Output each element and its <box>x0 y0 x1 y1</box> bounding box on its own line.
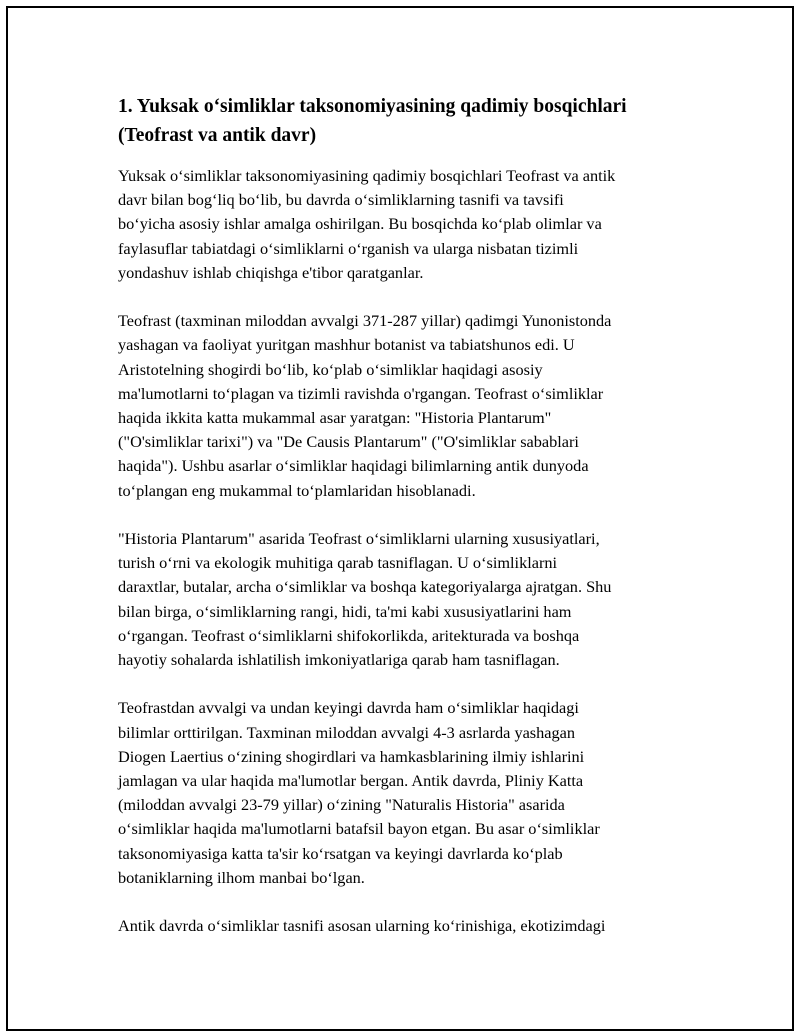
text-line: Aristotelning shogirdi bo‘lib, ko‘plab o‘simliklar haqidagi asosiy <box>118 359 543 379</box>
text-line: davr bilan bog‘liq bo‘lib, bu davrda o‘simliklarning tasnifi va tavsifi <box>118 190 564 210</box>
paragraph-teofrast <box>118 309 690 503</box>
paragraph-historia-plantarum <box>118 527 690 672</box>
text-line: yondashuv ishlab chiqishga e'tibor qaratganlar. <box>118 262 424 282</box>
text-line: to‘plangan eng mukammal to‘plamlaridan hisoblanadi. <box>118 480 476 500</box>
text-line: Teofrast (taxminan miloddan avvalgi 371-287 yillar) qadimgi Yunonistonda <box>118 311 612 331</box>
paragraph-before-after <box>118 696 690 890</box>
text-line: daraxtlar, butalar, archa o‘simliklar va boshqa kategoriyalarga ajratgan. Shu <box>118 577 612 597</box>
text-line: bo‘yicha asosiy ishlar amalga oshirilgan. Bu bosqichda ko‘plab olimlar va <box>118 214 602 234</box>
text-line: botaniklarning ilhom manbai bo‘lgan. <box>118 867 365 887</box>
text-line: (miloddan avvalgi 23-79 yillar) o‘zining "Naturalis Historia" asarida <box>118 795 565 815</box>
document-body <box>118 92 690 963</box>
text-line: haqida ikkita katta mukammal asar yaratgan: "Historia Plantarum" <box>118 408 552 428</box>
text-line: bilan birga, o‘simliklarning rangi, hidi, ta'mi kabi xususiyatlarini ham <box>118 601 572 621</box>
text-line: yashagan va faoliyat yuritgan mashhur botanist va tabiatshunos edi. U <box>118 335 575 355</box>
heading-line: 1. Yuksak o‘simliklar taksonomiyasining qadimiy bosqichlari <box>118 96 627 117</box>
text-line: Teofrastdan avvalgi va undan keyingi davrda ham o‘simliklar haqidagi <box>118 698 579 718</box>
paragraph-antik-davr <box>118 914 690 938</box>
text-line: ("O'simliklar tarixi") va "De Causis Plantarum" ("O'simliklar sabablari <box>118 432 579 452</box>
text-line: Yuksak o‘simliklar taksonomiyasining qadimiy bosqichlari Teofrast va antik <box>118 166 616 185</box>
text-line: o‘rgangan. Teofrast o‘simliklarni shifokorlikda, aritekturada va boshqa <box>118 625 580 645</box>
text-line: Diogen Laertius o‘zining shogirdlari va hamkasblarining ilmiy ishlarini <box>118 746 585 766</box>
text-line: hayotiy sohalarda ishlatilish imkoniyatlariga qarab ham tasniflagan. <box>118 650 560 670</box>
section-heading <box>118 92 690 150</box>
text-line: taksonomiyasiga katta ta'sir ko‘rsatgan va keyingi davrlarda ko‘plab <box>118 843 563 863</box>
text-line: o‘simliklar haqida ma'lumotlarni batafsil bayon etgan. Bu asar o‘simliklar <box>118 819 600 839</box>
text-line: faylasuflar tabiatdagi o‘simliklarni o‘rganish va ularga nisbatan tizimli <box>118 238 579 258</box>
text-line: "Historia Plantarum" asarida Teofrast o‘simliklarni ularning xususiyatlari, <box>118 529 600 549</box>
text-line: bilimlar orttirilgan. Taxminan miloddan avvalgi 4-3 asrlarda yashagan <box>118 722 576 742</box>
text-line: haqida"). Ushbu asarlar o‘simliklar haqidagi bilimlarning antik dunyoda <box>118 456 589 476</box>
heading-line: (Teofrast va antik davr) <box>118 125 317 146</box>
text-line: Antik davrda o‘simliklar tasnifi asosan ularning ko‘rinishiga, ekotizimdagi <box>118 916 606 936</box>
text-line: ma'lumotlarni to‘plagan va tizimli ravishda o'rgangan. Teofrast o‘simliklar <box>118 383 604 403</box>
paragraph-intro <box>118 164 690 285</box>
text-line: turish o‘rni va ekologik muhitiga qarab tasniflagan. U o‘simliklarni <box>118 553 558 573</box>
text-line: jamlagan va ular haqida ma'lumotlar bergan. Antik davrda, Pliniy Katta <box>118 771 584 791</box>
